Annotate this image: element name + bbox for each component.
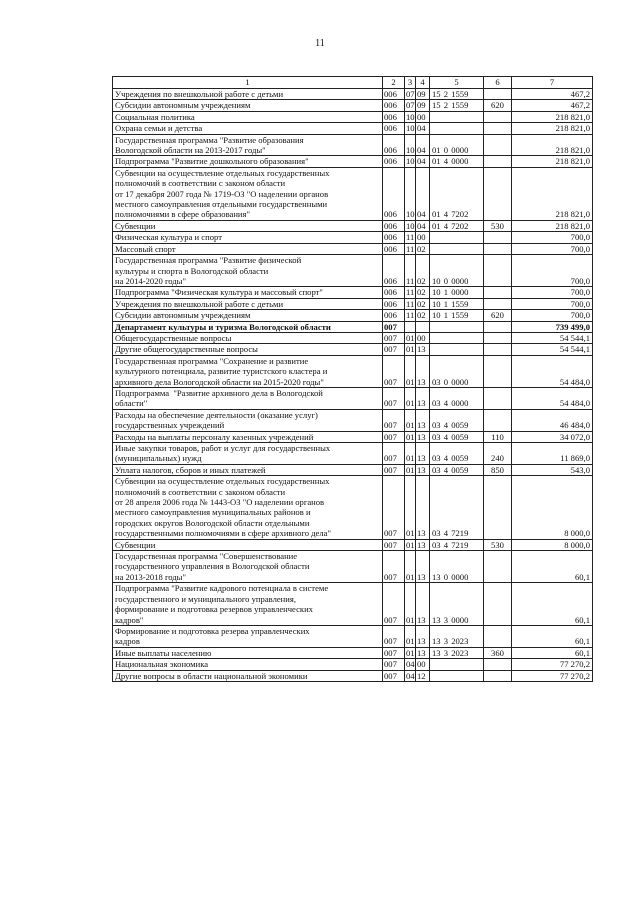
row-rz-cell: 10 xyxy=(405,134,416,156)
row-gr-cell: 007 xyxy=(383,539,405,550)
row-vr-cell xyxy=(484,255,512,287)
table-row xyxy=(113,232,593,243)
row-rz-cell: 11 xyxy=(406,298,415,309)
row-pr-cell: 13 xyxy=(416,464,430,475)
table-row xyxy=(113,255,593,287)
row-vr-cell: 850 xyxy=(484,464,512,475)
row-vr-cell xyxy=(484,659,512,670)
header-cell: 2 xyxy=(383,77,405,89)
row-sum-cell: 700,0 xyxy=(512,255,593,287)
table-row xyxy=(113,344,593,355)
table-row xyxy=(113,167,593,220)
row-vr-cell xyxy=(484,409,512,431)
row-rz-cell: 10 xyxy=(406,123,415,134)
row-vr-cell: 530 xyxy=(484,539,512,550)
row-rz-cell: 01 xyxy=(406,431,415,442)
row-name-cell: Иные выплаты населению xyxy=(113,647,383,658)
table-row xyxy=(113,443,593,465)
row-sum-cell: 467,2 xyxy=(512,89,593,100)
row-gr-cell: 006 xyxy=(383,156,405,167)
row-gr-cell: 007 xyxy=(383,431,405,442)
row-pr-cell: 09 xyxy=(416,89,430,100)
row-pr-cell: 04 xyxy=(416,220,430,231)
row-csr-cell: 03 4 0059 xyxy=(430,431,484,442)
row-name-cell: Подпрограмма "Физическая культура и массовый спорт" xyxy=(113,287,383,298)
row-sum-cell: 543,0 xyxy=(512,464,593,475)
row-gr-cell: 007 xyxy=(383,321,405,332)
row-gr-cell: 006 xyxy=(383,167,405,220)
row-sum-cell: 218 821,0 xyxy=(512,123,593,134)
row-pr-cell: 13 xyxy=(416,583,430,626)
row-pr-cell: 02 xyxy=(416,255,430,287)
row-vr-cell: 620 xyxy=(484,310,512,321)
row-rz-cell: 01 xyxy=(405,443,416,465)
row-rz-cell: 01 xyxy=(406,344,415,355)
row-csr-cell xyxy=(430,670,484,681)
table-row xyxy=(113,156,593,167)
row-pr-cell: 13 xyxy=(416,355,430,387)
row-csr-cell: 13 3 2023 xyxy=(430,625,484,647)
row-name-cell: Формирование и подготовка резерва управленческих кадров xyxy=(113,625,383,647)
table-row xyxy=(113,387,593,409)
row-pr-cell: 02 xyxy=(416,287,430,298)
row-gr-cell: 007 xyxy=(383,355,405,387)
row-pr-cell: 02 xyxy=(416,298,430,309)
row-vr-cell xyxy=(484,387,512,409)
row-pr-cell: 00 xyxy=(416,232,430,243)
row-csr-cell: 10 1 0000 xyxy=(430,287,484,298)
row-csr-cell xyxy=(430,232,484,243)
row-pr-cell: 04 xyxy=(416,134,430,156)
row-pr-cell: 13 xyxy=(416,625,430,647)
row-csr-cell xyxy=(430,243,484,254)
row-pr-cell: 02 xyxy=(416,243,430,254)
row-pr-cell: 13 xyxy=(416,431,430,442)
row-pr-cell: 00 xyxy=(416,332,430,343)
row-vr-cell xyxy=(484,625,512,647)
row-name-cell: Государственная программа "Сохранение и развитие культурного потенциала, развитие туристского кластера и архивного дела Вологодской области на 2015-2020 годы" xyxy=(113,355,383,387)
row-csr-cell: 03 4 7219 xyxy=(430,539,484,550)
row-csr-cell: 13 0 0000 xyxy=(430,551,484,583)
table-row xyxy=(113,123,593,134)
header-cell: 6 xyxy=(484,77,512,89)
row-rz-cell: 10 xyxy=(406,220,415,231)
row-csr-cell xyxy=(430,344,484,355)
table-row xyxy=(113,464,593,475)
row-vr-cell xyxy=(484,287,512,298)
row-gr-cell: 006 xyxy=(383,232,405,243)
row-sum-cell: 11 869,0 xyxy=(512,443,593,465)
row-name-cell: Подпрограмма "Развитие архивного дела в Вологодской области" xyxy=(113,387,383,409)
row-pr-cell: 13 xyxy=(416,443,430,465)
row-gr-cell: 006 xyxy=(383,255,405,287)
row-rz-cell: 11 xyxy=(405,255,416,287)
row-name-cell: Государственная программа "Развитие физической культуры и спорта в Вологодской области на 2014-2020 годы" xyxy=(113,255,383,287)
row-sum-cell: 60,1 xyxy=(512,551,593,583)
row-pr-cell: 00 xyxy=(416,111,430,122)
row-pr-cell: 04 xyxy=(416,167,430,220)
row-csr-cell: 15 2 1559 xyxy=(430,100,484,111)
row-csr-cell xyxy=(430,659,484,670)
row-gr-cell: 006 xyxy=(383,287,405,298)
row-gr-cell: 007 xyxy=(383,583,405,626)
table-row xyxy=(113,111,593,122)
row-pr-cell xyxy=(416,321,430,332)
row-gr-cell: 007 xyxy=(383,551,405,583)
row-pr-cell: 13 xyxy=(416,387,430,409)
row-name-cell: Субвенции xyxy=(113,220,383,231)
row-vr-cell xyxy=(484,321,512,332)
row-vr-cell xyxy=(484,156,512,167)
row-gr-cell: 006 xyxy=(383,100,405,111)
row-vr-cell xyxy=(484,670,512,681)
row-rz-cell: 01 xyxy=(406,539,415,550)
row-csr-cell: 03 4 0000 xyxy=(430,387,484,409)
row-name-cell: Учреждения по внешкольной работе с детьми xyxy=(113,298,383,309)
row-name-cell: Подпрограмма "Развитие дошкольного образования" xyxy=(113,156,383,167)
row-rz-cell: 01 xyxy=(405,583,416,626)
row-csr-cell: 15 2 1559 xyxy=(430,89,484,100)
row-csr-cell: 01 4 7202 xyxy=(430,167,484,220)
row-rz-cell: 11 xyxy=(406,232,415,243)
row-name-cell: Департамент культуры и туризма Вологодской области xyxy=(113,321,383,332)
row-name-cell: Субсидии автономным учреждениям xyxy=(113,100,383,111)
row-name-cell: Массовый спорт xyxy=(113,243,383,254)
row-csr-cell xyxy=(430,123,484,134)
row-rz-cell: 01 xyxy=(405,625,416,647)
row-name-cell: Субвенции на осуществление отдельных государственных полномочий в соответствии с законом области от 28 апреля 2006 года № 1443-ОЗ "О наделении органов местного самоуправления муниципальных районов и городских округов Вологодской области отдельными государственными полномочиями в сфере архивного дела" xyxy=(113,476,383,539)
row-csr-cell: 01 4 0000 xyxy=(430,156,484,167)
row-name-cell: Уплата налогов, сборов и иных платежей xyxy=(113,464,383,475)
row-gr-cell: 007 xyxy=(383,387,405,409)
row-pr-cell: 13 xyxy=(416,539,430,550)
row-sum-cell: 700,0 xyxy=(512,287,593,298)
row-rz-cell: 04 xyxy=(406,670,415,681)
row-rz-cell: 04 xyxy=(406,659,415,670)
row-csr-cell: 03 4 7219 xyxy=(430,476,484,539)
row-name-cell: Расходы на выплаты персоналу казенных учреждений xyxy=(113,431,383,442)
row-pr-cell: 13 xyxy=(416,476,430,539)
page-number: 11 xyxy=(315,38,325,49)
row-pr-cell: 00 xyxy=(416,659,430,670)
row-pr-cell: 13 xyxy=(416,344,430,355)
row-name-cell: Социальная политика xyxy=(113,111,383,122)
row-sum-cell: 60,1 xyxy=(512,647,593,658)
row-vr-cell xyxy=(484,89,512,100)
row-gr-cell: 006 xyxy=(383,310,405,321)
row-gr-cell: 006 xyxy=(383,123,405,134)
row-vr-cell xyxy=(484,134,512,156)
row-name-cell: Иные закупки товаров, работ и услуг для государственных (муниципальных) нужд xyxy=(113,443,383,465)
row-csr-cell: 13 3 0000 xyxy=(430,583,484,626)
row-sum-cell: 54 544,1 xyxy=(512,332,593,343)
row-gr-cell: 007 xyxy=(383,647,405,658)
row-sum-cell: 54 484,0 xyxy=(512,355,593,387)
table-row xyxy=(113,659,593,670)
row-gr-cell: 007 xyxy=(383,344,405,355)
row-csr-cell: 03 4 0059 xyxy=(430,409,484,431)
row-rz-cell: 11 xyxy=(406,243,415,254)
table-row xyxy=(113,476,593,539)
row-sum-cell: 700,0 xyxy=(512,298,593,309)
table-row xyxy=(113,89,593,100)
row-vr-cell xyxy=(484,111,512,122)
row-name-cell: Общегосударственные вопросы xyxy=(113,332,383,343)
row-pr-cell: 12 xyxy=(416,670,430,681)
row-sum-cell: 218 821,0 xyxy=(512,156,593,167)
row-vr-cell xyxy=(484,298,512,309)
row-sum-cell: 77 270,2 xyxy=(512,659,593,670)
row-vr-cell xyxy=(484,332,512,343)
row-gr-cell: 007 xyxy=(383,409,405,431)
row-csr-cell: 01 0 0000 xyxy=(430,134,484,156)
row-csr-cell: 01 4 7202 xyxy=(430,220,484,231)
row-sum-cell: 54 544,1 xyxy=(512,344,593,355)
row-sum-cell: 467,2 xyxy=(512,100,593,111)
table-header-row xyxy=(113,77,593,89)
table-row xyxy=(113,134,593,156)
row-sum-cell: 54 484,0 xyxy=(512,387,593,409)
row-csr-cell xyxy=(430,321,484,332)
row-vr-cell xyxy=(484,243,512,254)
row-gr-cell: 006 xyxy=(383,243,405,254)
row-vr-cell: 240 xyxy=(484,443,512,465)
row-pr-cell: 09 xyxy=(416,100,430,111)
table-row xyxy=(113,431,593,442)
row-gr-cell: 006 xyxy=(383,134,405,156)
row-sum-cell: 34 072,0 xyxy=(512,431,593,442)
row-rz-cell: 01 xyxy=(405,387,416,409)
row-gr-cell: 007 xyxy=(383,659,405,670)
row-name-cell: Другие вопросы в области национальной экономики xyxy=(113,670,383,681)
table-row xyxy=(113,539,593,550)
row-csr-cell: 03 4 0059 xyxy=(430,443,484,465)
row-gr-cell: 007 xyxy=(383,670,405,681)
table-row xyxy=(113,310,593,321)
row-rz-cell xyxy=(405,321,416,332)
row-sum-cell: 8 000,0 xyxy=(512,476,593,539)
row-pr-cell: 13 xyxy=(416,551,430,583)
row-rz-cell: 01 xyxy=(405,551,416,583)
table-row xyxy=(113,409,593,431)
row-rz-cell: 07 xyxy=(406,100,415,111)
header-cell: 4 xyxy=(416,77,430,89)
header-cell: 3 xyxy=(405,77,416,89)
row-vr-cell xyxy=(484,123,512,134)
row-gr-cell: 007 xyxy=(383,464,405,475)
row-vr-cell xyxy=(484,344,512,355)
table-row xyxy=(113,551,593,583)
row-csr-cell: 10 0 0000 xyxy=(430,255,484,287)
row-vr-cell xyxy=(484,232,512,243)
header-cell: 5 xyxy=(430,77,484,89)
table-row xyxy=(113,243,593,254)
row-rz-cell: 10 xyxy=(405,167,416,220)
row-sum-cell: 218 821,0 xyxy=(512,220,593,231)
row-name-cell: Расходы на обеспечение деятельности (оказание услуг) государственных учреждений xyxy=(113,409,383,431)
table-row xyxy=(113,583,593,626)
row-sum-cell: 8 000,0 xyxy=(512,539,593,550)
row-sum-cell: 77 270,2 xyxy=(512,670,593,681)
row-name-cell: Охрана семьи и детства xyxy=(113,123,383,134)
row-vr-cell: 530 xyxy=(484,220,512,231)
row-pr-cell: 02 xyxy=(416,310,430,321)
header-cell: 7 xyxy=(512,77,593,89)
row-csr-cell: 03 0 0000 xyxy=(430,355,484,387)
row-gr-cell: 006 xyxy=(383,89,405,100)
row-csr-cell: 03 4 0059 xyxy=(430,464,484,475)
row-gr-cell: 007 xyxy=(383,332,405,343)
row-pr-cell: 04 xyxy=(416,156,430,167)
table-row xyxy=(113,321,593,332)
row-sum-cell: 218 821,0 xyxy=(512,111,593,122)
row-gr-cell: 007 xyxy=(383,625,405,647)
row-gr-cell: 007 xyxy=(383,476,405,539)
row-name-cell: Государственная программа "Развитие образования Вологодской области на 2013-2017 годы" xyxy=(113,134,383,156)
row-csr-cell: 10 1 1559 xyxy=(430,310,484,321)
row-vr-cell xyxy=(484,476,512,539)
row-name-cell: Субсидии автономным учреждениям xyxy=(113,310,383,321)
row-sum-cell: 700,0 xyxy=(512,232,593,243)
row-rz-cell: 11 xyxy=(406,287,415,298)
table-row xyxy=(113,298,593,309)
row-sum-cell: 46 484,0 xyxy=(512,409,593,431)
row-rz-cell: 01 xyxy=(405,409,416,431)
table-row xyxy=(113,670,593,681)
row-gr-cell: 006 xyxy=(383,298,405,309)
table-row xyxy=(113,100,593,111)
row-vr-cell xyxy=(484,583,512,626)
row-name-cell: Субвенции на осуществление отдельных государственных полномочий в соответствии с законом области от 17 декабря 2007 года № 1719-ОЗ "О наделении органов местного самоуправления отдельными государственными полномочиями в сфере образования" xyxy=(113,167,383,220)
header-cell: 1 xyxy=(113,77,383,89)
row-sum-cell: 218 821,0 xyxy=(512,167,593,220)
row-vr-cell xyxy=(484,355,512,387)
row-vr-cell: 110 xyxy=(484,431,512,442)
row-rz-cell: 01 xyxy=(406,332,415,343)
row-gr-cell: 006 xyxy=(383,111,405,122)
row-name-cell: Субвенции xyxy=(113,539,383,550)
row-name-cell: Учреждения по внешкольной работе с детьми xyxy=(113,89,383,100)
row-vr-cell: 620 xyxy=(484,100,512,111)
row-name-cell: Подпрограмма "Развитие кадрового потенциала в системе государственного и муниципального управления, формирование и подготовка резервов управленческих кадров" xyxy=(113,583,383,626)
row-rz-cell: 01 xyxy=(405,476,416,539)
row-rz-cell: 07 xyxy=(406,89,415,99)
row-vr-cell xyxy=(484,167,512,220)
table-row xyxy=(113,355,593,387)
row-csr-cell xyxy=(430,332,484,343)
row-rz-cell: 01 xyxy=(406,647,415,658)
row-sum-cell: 739 499,0 xyxy=(512,321,593,332)
table-row xyxy=(113,625,593,647)
row-sum-cell: 700,0 xyxy=(512,310,593,321)
row-csr-cell: 13 3 2023 xyxy=(430,647,484,658)
table-row xyxy=(113,647,593,658)
row-gr-cell: 006 xyxy=(383,220,405,231)
row-pr-cell: 13 xyxy=(416,409,430,431)
table-row xyxy=(113,332,593,343)
budget-table xyxy=(112,76,593,682)
row-gr-cell: 007 xyxy=(383,443,405,465)
row-csr-cell: 10 1 1559 xyxy=(430,298,484,309)
row-rz-cell: 10 xyxy=(406,156,415,167)
row-csr-cell xyxy=(430,111,484,122)
row-sum-cell: 700,0 xyxy=(512,243,593,254)
row-name-cell: Национальная экономика xyxy=(113,659,383,670)
row-vr-cell xyxy=(484,551,512,583)
row-pr-cell: 04 xyxy=(416,123,430,134)
table-row xyxy=(113,287,593,298)
row-rz-cell: 01 xyxy=(405,355,416,387)
row-name-cell: Другие общегосударственные вопросы xyxy=(113,344,383,355)
row-sum-cell: 60,1 xyxy=(512,625,593,647)
row-vr-cell: 360 xyxy=(484,647,512,658)
row-pr-cell: 13 xyxy=(416,647,430,658)
row-rz-cell: 10 xyxy=(406,111,415,122)
table-row xyxy=(113,220,593,231)
row-sum-cell: 60,1 xyxy=(512,583,593,626)
row-name-cell: Государственная программа "Совершенствование государственного управления в Вологодской области на 2013-2018 годы" xyxy=(113,551,383,583)
row-rz-cell: 11 xyxy=(406,310,415,321)
row-sum-cell: 218 821,0 xyxy=(512,134,593,156)
row-rz-cell: 01 xyxy=(406,464,415,475)
row-name-cell: Физическая культура и спорт xyxy=(113,232,383,243)
